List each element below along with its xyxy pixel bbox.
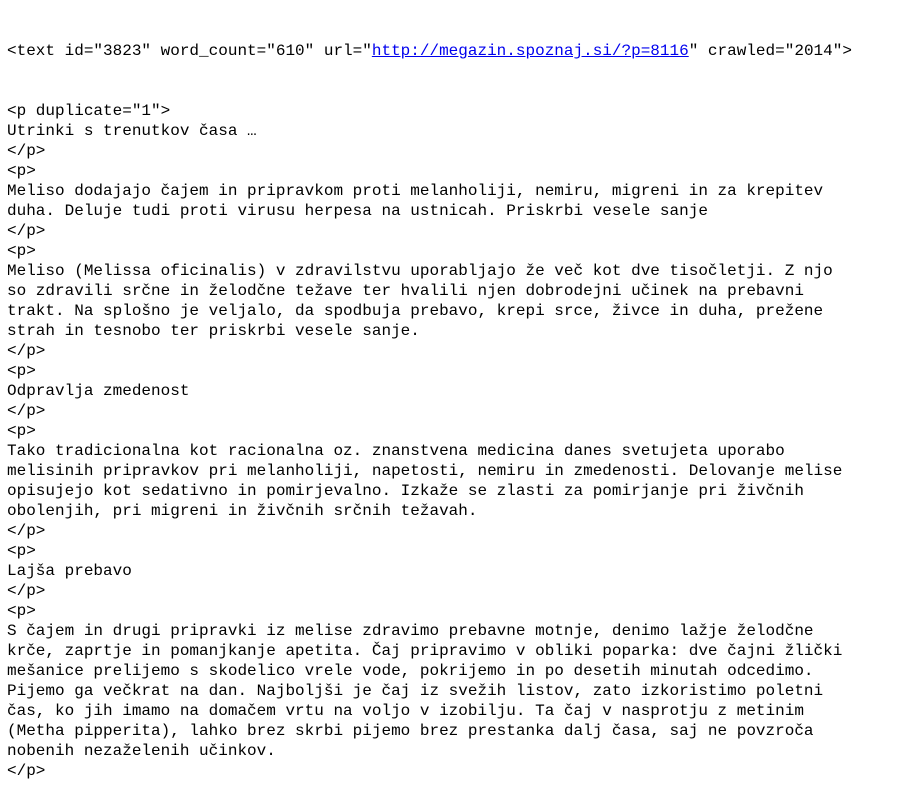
document-line: </p> <box>7 582 46 600</box>
document-line: Lajša prebavo <box>7 562 132 580</box>
document-line: <p> <box>7 242 36 260</box>
document-line: krče, zaprtje in pomanjkanje apetita. Čaj pripravimo v obliki poparka: dve čajni žlički <box>7 642 843 660</box>
document-line: <p> <box>7 602 36 620</box>
document-line: opisujejo kot sedativno in pomirjevalno. Izkaže se zlasti za pomirjanje pri živčnih <box>7 482 804 500</box>
text-header-line <box>7 41 897 61</box>
document-line: melisinih pripravkov pri melanholiji, napetosti, nemiru in zmedenosti. Delovanje melise <box>7 462 843 480</box>
document-line: </p> <box>7 342 46 360</box>
document-line: </p> <box>7 762 46 780</box>
document-line: </p> <box>7 222 46 240</box>
document-line: mešanice prelijemo s skodelico vrele vode, pokrijemo in po desetih minutah odcedimo. <box>7 662 814 680</box>
document-line: (Metha pipperita), lahko brez skrbi pijemo brez prestanka dalj časa, saj ne povzroča <box>7 722 814 740</box>
document-body <box>7 101 897 781</box>
document-line: <p> <box>7 542 36 560</box>
document-line: <p> <box>7 362 36 380</box>
text-tag-open: <text id="3823" word_count="610" url=" <box>7 42 372 60</box>
document-line: Odpravlja zmedenost <box>7 382 190 400</box>
document-line: </p> <box>7 522 46 540</box>
document-line: obolenjih, pri migreni in živčnih srčnih težavah. <box>7 502 478 520</box>
document-line: </p> <box>7 142 46 160</box>
document-line: Tako tradicionalna kot racionalna oz. znanstvena medicina danes svetujeta uporabo <box>7 442 785 460</box>
document-line: S čajem in drugi pripravki iz melise zdravimo prebavne motnje, denimo lažje želodčne <box>7 622 814 640</box>
document-line: <p> <box>7 422 36 440</box>
document-line: <p> <box>7 162 36 180</box>
document-line: trakt. Na splošno je veljalo, da spodbuja prebavo, krepi srce, živce in duha, prežene <box>7 302 824 320</box>
document-line: <p duplicate="1"> <box>7 102 171 120</box>
document-line: duha. Deluje tudi proti virusu herpesa na ustnicah. Priskrbi vesele sanje <box>7 202 708 220</box>
document-line: nobenih nezaželenih učinkov. <box>7 742 276 760</box>
document-line: Pijemo ga večkrat na dan. Najboljši je čaj iz svežih listov, zato izkoristimo poletni <box>7 682 824 700</box>
document-text <box>7 1 897 801</box>
source-url-link[interactable]: http://megazin.spoznaj.si/?p=8116 <box>371 42 689 60</box>
document-line: Meliso dodajajo čajem in pripravkom proti melanholiji, nemiru, migreni in za krepitev <box>7 182 824 200</box>
document-line: Utrinki s trenutkov časa … <box>7 122 257 140</box>
document-line: strah in tesnobo ter priskrbi vesele sanje. <box>7 322 420 340</box>
document-line: so zdravili srčne in želodčne težave ter hvalili njen dobrodejni učinek na prebavni <box>7 282 804 300</box>
text-tag-close: " crawled="2014"> <box>688 42 852 60</box>
document-line: </p> <box>7 402 46 420</box>
document-line: čas, ko jih imamo na domačem vrtu na voljo v izobilju. Ta čaj v nasprotju z metinim <box>7 702 804 720</box>
document-line: Meliso (Melissa oficinalis) v zdravilstvu uporabljajo že več kot dve tisočletji. Z njo <box>7 262 833 280</box>
